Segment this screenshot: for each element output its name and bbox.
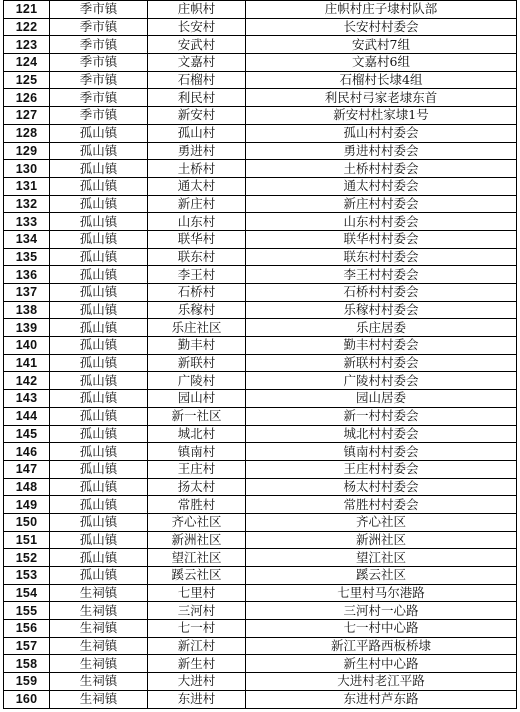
row-number-cell: 143 [4,390,50,408]
row-number-cell: 141 [4,354,50,372]
row-number-cell: 153 [4,567,50,585]
village-cell: 石榴村 [148,71,246,89]
row-number-cell: 131 [4,177,50,195]
village-cell: 山东村 [148,213,246,231]
village-cell: 勇进村 [148,142,246,160]
village-cell: 联东村 [148,248,246,266]
row-number-cell: 159 [4,673,50,691]
table-row [4,443,517,461]
table-row [4,337,517,355]
village-cell: 镇南村 [148,443,246,461]
village-cell: 新安村 [148,107,246,125]
address-cell: 安武村7组 [246,36,517,54]
village-cell: 东进村 [148,690,246,708]
row-number-cell: 139 [4,319,50,337]
table-row [4,18,517,36]
table-row [4,549,517,567]
address-cell: 三河村一心路 [246,602,517,620]
table-row [4,425,517,443]
address-cell: 城北村村委会 [246,425,517,443]
address-cell: 齐心社区 [246,513,517,531]
town-cell: 孤山镇 [50,177,148,195]
row-number-cell: 146 [4,443,50,461]
table-body [4,1,517,709]
address-cell: 东进村芦东路 [246,690,517,708]
address-cell: 勤丰村村委会 [246,337,517,355]
row-number-cell: 145 [4,425,50,443]
town-cell: 孤山镇 [50,496,148,514]
village-cell: 齐心社区 [148,513,246,531]
town-cell: 孤山镇 [50,354,148,372]
village-cell: 常胜村 [148,496,246,514]
address-cell: 山东村村委会 [246,213,517,231]
address-cell: 石桥村村委会 [246,284,517,302]
row-number-cell: 157 [4,637,50,655]
row-number-cell: 142 [4,372,50,390]
row-number-cell: 126 [4,89,50,107]
town-cell: 孤山镇 [50,195,148,213]
address-cell: 新江平路西板桥埭 [246,637,517,655]
row-number-cell: 135 [4,248,50,266]
town-cell: 生祠镇 [50,655,148,673]
row-number-cell: 149 [4,496,50,514]
row-number-cell: 147 [4,460,50,478]
row-number-cell: 160 [4,690,50,708]
village-cell: 七里村 [148,584,246,602]
row-number-cell: 155 [4,602,50,620]
row-number-cell: 121 [4,1,50,19]
table-row [4,372,517,390]
town-cell: 季市镇 [50,71,148,89]
address-cell: 蹊云社区 [246,567,517,585]
town-cell: 季市镇 [50,107,148,125]
address-cell: 园山居委 [246,390,517,408]
town-cell: 孤山镇 [50,301,148,319]
row-number-cell: 122 [4,18,50,36]
town-cell: 孤山镇 [50,160,148,178]
table-row [4,1,517,19]
address-cell: 杨太村村委会 [246,478,517,496]
village-cell: 蹊云社区 [148,567,246,585]
town-cell: 孤山镇 [50,531,148,549]
row-number-cell: 140 [4,337,50,355]
address-cell: 勇进村村委会 [246,142,517,160]
village-cell: 扬太村 [148,478,246,496]
table-row [4,513,517,531]
address-cell: 望江社区 [246,549,517,567]
town-cell: 孤山镇 [50,372,148,390]
address-cell: 新联村村委会 [246,354,517,372]
village-cell: 勤丰村 [148,337,246,355]
address-cell: 新庄村村委会 [246,195,517,213]
table-row [4,655,517,673]
table-row [4,531,517,549]
town-cell: 孤山镇 [50,425,148,443]
address-cell: 李王村村委会 [246,266,517,284]
row-number-cell: 144 [4,407,50,425]
town-cell: 孤山镇 [50,460,148,478]
town-cell: 孤山镇 [50,248,148,266]
row-number-cell: 150 [4,513,50,531]
polling-station-table [3,0,517,709]
town-cell: 孤山镇 [50,407,148,425]
table-row [4,319,517,337]
village-cell: 通太村 [148,177,246,195]
table-row [4,637,517,655]
address-cell: 石榴村长埭4组 [246,71,517,89]
village-cell: 庄帜村 [148,1,246,19]
village-cell: 新庄村 [148,195,246,213]
table-row [4,354,517,372]
village-cell: 文嘉村 [148,54,246,72]
row-number-cell: 152 [4,549,50,567]
address-cell: 孤山村村委会 [246,124,517,142]
row-number-cell: 151 [4,531,50,549]
town-cell: 孤山镇 [50,230,148,248]
town-cell: 孤山镇 [50,513,148,531]
table-row [4,230,517,248]
table-row [4,567,517,585]
town-cell: 生祠镇 [50,602,148,620]
table-row [4,266,517,284]
town-cell: 孤山镇 [50,337,148,355]
village-cell: 李王村 [148,266,246,284]
row-number-cell: 128 [4,124,50,142]
address-cell: 联东村村委会 [246,248,517,266]
table-row [4,584,517,602]
address-cell: 文嘉村6组 [246,54,517,72]
table-row [4,54,517,72]
row-number-cell: 134 [4,230,50,248]
table-row [4,673,517,691]
town-cell: 孤山镇 [50,319,148,337]
village-cell: 利民村 [148,89,246,107]
table-row [4,496,517,514]
row-number-cell: 158 [4,655,50,673]
table-row [4,390,517,408]
table-row [4,89,517,107]
row-number-cell: 136 [4,266,50,284]
village-cell: 新生村 [148,655,246,673]
row-number-cell: 138 [4,301,50,319]
village-cell: 新江村 [148,637,246,655]
village-cell: 孤山村 [148,124,246,142]
town-cell: 孤山镇 [50,567,148,585]
address-cell: 庄帜村庄子埭村队部 [246,1,517,19]
village-cell: 联华村 [148,230,246,248]
town-cell: 生祠镇 [50,637,148,655]
address-cell: 七一村中心路 [246,620,517,638]
address-cell: 新生村中心路 [246,655,517,673]
village-cell: 乐庄社区 [148,319,246,337]
village-cell: 城北村 [148,425,246,443]
table-row [4,284,517,302]
town-cell: 孤山镇 [50,266,148,284]
town-cell: 孤山镇 [50,124,148,142]
town-cell: 季市镇 [50,89,148,107]
town-cell: 孤山镇 [50,142,148,160]
table-row [4,407,517,425]
table-row [4,301,517,319]
table-row [4,195,517,213]
table-row [4,124,517,142]
table-row [4,690,517,708]
village-cell: 王庄村 [148,460,246,478]
village-cell: 三河村 [148,602,246,620]
village-cell: 新洲社区 [148,531,246,549]
town-cell: 季市镇 [50,54,148,72]
row-number-cell: 137 [4,284,50,302]
address-cell: 广陵村村委会 [246,372,517,390]
village-cell: 土桥村 [148,160,246,178]
table-row [4,213,517,231]
village-cell: 广陵村 [148,372,246,390]
address-cell: 乐庄居委 [246,319,517,337]
address-cell: 通太村村委会 [246,177,517,195]
town-cell: 生祠镇 [50,584,148,602]
row-number-cell: 129 [4,142,50,160]
town-cell: 生祠镇 [50,690,148,708]
address-cell: 新一村村委会 [246,407,517,425]
village-cell: 望江社区 [148,549,246,567]
address-cell: 乐稼村村委会 [246,301,517,319]
address-cell: 七里村马尔港路 [246,584,517,602]
village-cell: 园山村 [148,390,246,408]
village-cell: 新联村 [148,354,246,372]
table-row [4,177,517,195]
row-number-cell: 133 [4,213,50,231]
table-row [4,142,517,160]
table-row [4,460,517,478]
village-cell: 大进村 [148,673,246,691]
table-row [4,248,517,266]
town-cell: 孤山镇 [50,390,148,408]
row-number-cell: 125 [4,71,50,89]
row-number-cell: 156 [4,620,50,638]
row-number-cell: 132 [4,195,50,213]
address-cell: 利民村弓家老埭东首 [246,89,517,107]
town-cell: 孤山镇 [50,549,148,567]
town-cell: 生祠镇 [50,620,148,638]
town-cell: 孤山镇 [50,443,148,461]
village-cell: 七一村 [148,620,246,638]
town-cell: 季市镇 [50,36,148,54]
table-row [4,107,517,125]
village-cell: 乐稼村 [148,301,246,319]
address-cell: 土桥村村委会 [246,160,517,178]
village-cell: 石桥村 [148,284,246,302]
address-cell: 长安村村委会 [246,18,517,36]
address-cell: 新安村杜家埭1号 [246,107,517,125]
town-cell: 季市镇 [50,18,148,36]
village-cell: 长安村 [148,18,246,36]
town-cell: 孤山镇 [50,213,148,231]
town-cell: 季市镇 [50,1,148,19]
row-number-cell: 127 [4,107,50,125]
row-number-cell: 130 [4,160,50,178]
address-cell: 联华村村委会 [246,230,517,248]
town-cell: 孤山镇 [50,284,148,302]
address-cell: 王庄村村委会 [246,460,517,478]
village-cell: 新一社区 [148,407,246,425]
town-cell: 生祠镇 [50,673,148,691]
row-number-cell: 148 [4,478,50,496]
table-row [4,36,517,54]
address-cell: 镇南村村委会 [246,443,517,461]
table-row [4,620,517,638]
table-row [4,602,517,620]
row-number-cell: 124 [4,54,50,72]
table-row [4,478,517,496]
table-row [4,160,517,178]
address-cell: 大进村老江平路 [246,673,517,691]
row-number-cell: 123 [4,36,50,54]
table-row [4,71,517,89]
address-cell: 新洲社区 [246,531,517,549]
address-cell: 常胜村村委会 [246,496,517,514]
town-cell: 孤山镇 [50,478,148,496]
village-cell: 安武村 [148,36,246,54]
row-number-cell: 154 [4,584,50,602]
